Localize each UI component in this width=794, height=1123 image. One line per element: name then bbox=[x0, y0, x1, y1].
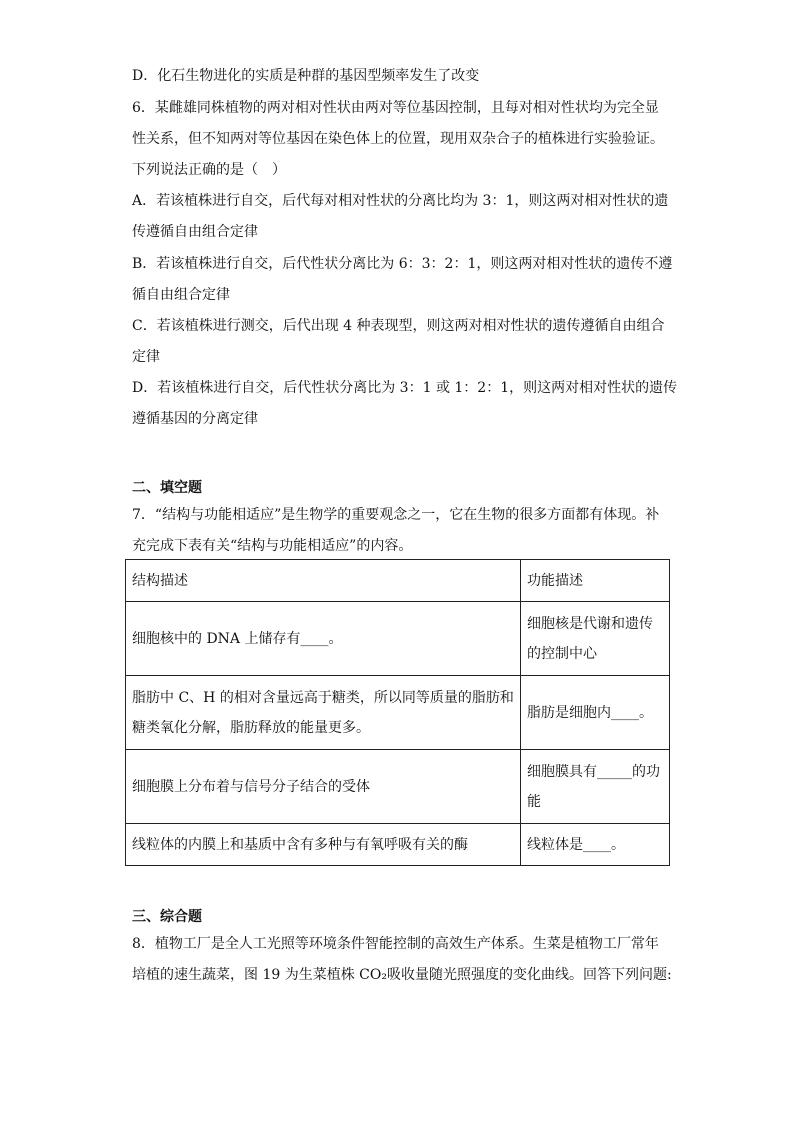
q6-option-c-line-1: C．若该植株进行测交，后代出现 4 种表现型，则这两对相对性状的遗传遵循自由组合 bbox=[132, 318, 665, 334]
q6-option-d-line-2: 遵循基因的分离定律 bbox=[132, 411, 258, 427]
q6-stem-line-3: 下列说法正确的是（ ） bbox=[132, 162, 286, 178]
q6-stem-line-2: 性关系，但不知两对等位基因在染色体上的位置，现用双杂合子的植株进行实验验证。 bbox=[132, 131, 664, 147]
function-cell: 细胞膜具有_____的功 能 bbox=[521, 750, 670, 824]
function-cell: 脂肪是细胞内____。 bbox=[521, 676, 670, 750]
table-row bbox=[126, 602, 670, 676]
table-row bbox=[126, 750, 670, 824]
q8-stem-line-1: 8．植物工厂是全人工光照等环境条件智能控制的高效生产体系。生菜是植物工厂常年 bbox=[132, 936, 659, 952]
header-structure: 结构描述 bbox=[126, 560, 521, 602]
header-function: 功能描述 bbox=[521, 560, 670, 602]
q8-stem-line-2: 培植的速生蔬菜，图 19 为生菜植株 CO₂吸收量随光照强度的变化曲线。回答下列问题: bbox=[132, 967, 672, 983]
function-cell: 细胞核是代谢和遗传 的控制中心 bbox=[521, 602, 670, 676]
structure-cell: 细胞核中的 DNA 上储存有____。 bbox=[126, 602, 521, 676]
structure-cell: 脂肪中 C、H 的相对含量远高于糖类，所以同等质量的脂肪和 糖类氧化分解，脂肪释放的能量更多。 bbox=[126, 676, 521, 750]
q7-stem-line-1: 7．“结构与功能相适应”是生物学的重要观念之一，它在生物的很多方面都有体现。补 bbox=[132, 507, 660, 523]
function-cell: 线粒体是____。 bbox=[521, 824, 670, 866]
q7-stem-line-2: 充完成下表有关“结构与功能相适应”的内容。 bbox=[132, 538, 413, 554]
q6-option-c-line-2: 定律 bbox=[132, 349, 160, 365]
section-heading-comprehensive: 三、综合题 bbox=[132, 909, 202, 925]
q6-option-b-line-1: B．若该植株进行自交，后代性状分离比为 6：3：2：1，则这两对相对性状的遗传不遵 bbox=[132, 256, 673, 272]
q5-option-d: D．化石生物进化的实质是种群的基因型频率发生了改变 bbox=[132, 68, 480, 84]
section-heading-fill-blank: 二、填空题 bbox=[132, 480, 202, 496]
table-row bbox=[126, 824, 670, 866]
q6-option-a-line-1: A．若该植株进行自交，后代每对相对性状的分离比均为 3：1，则这两对相对性状的遗 bbox=[132, 193, 669, 209]
table-row bbox=[126, 676, 670, 750]
structure-cell: 细胞膜上分布着与信号分子结合的受体 bbox=[126, 750, 521, 824]
table-header-row bbox=[126, 560, 670, 602]
q6-option-b-line-2: 循自由组合定律 bbox=[132, 287, 230, 303]
structure-cell: 线粒体的内膜上和基质中含有多种与有氧呼吸有关的酶 bbox=[126, 824, 521, 866]
q6-stem-line-1: 6．某雌雄同株植物的两对相对性状由两对等位基因控制，且每对相对性状均为完全显 bbox=[132, 100, 659, 116]
structure-function-table bbox=[125, 559, 670, 866]
q6-option-d-line-1: D．若该植株进行自交，后代性状分离比为 3：1 或 1：2：1，则这两对相对性状的遗传 bbox=[132, 380, 678, 396]
q6-option-a-line-2: 传遵循自由组合定律 bbox=[132, 224, 258, 240]
